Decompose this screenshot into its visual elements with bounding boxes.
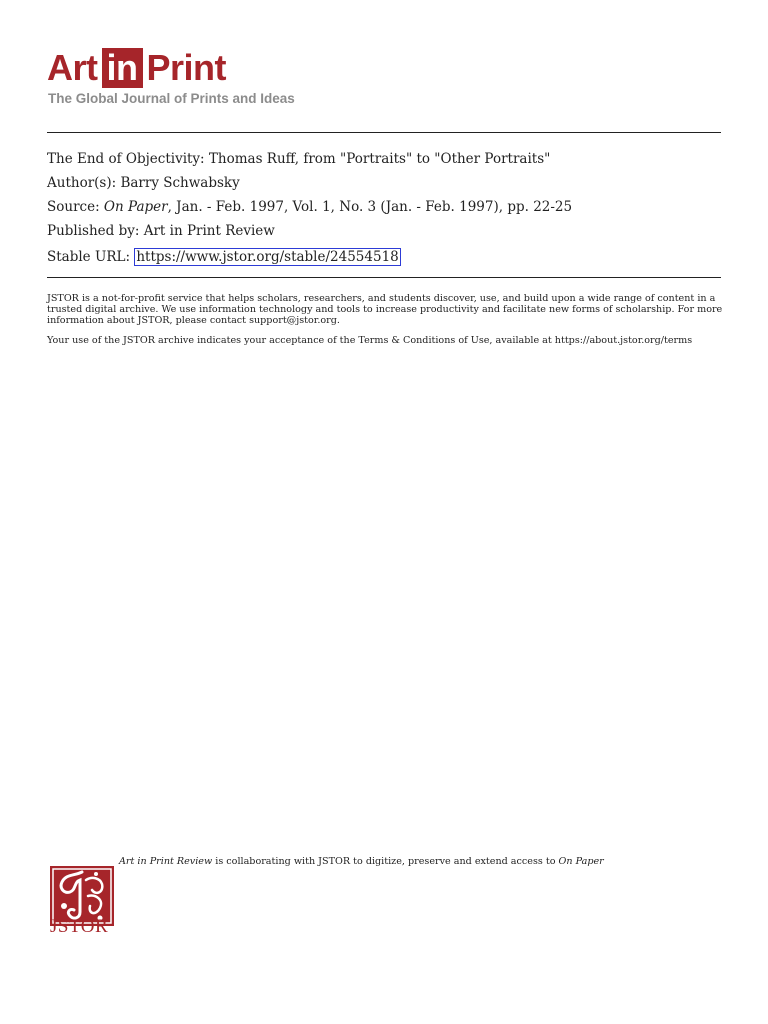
publisher-value: Art in Print Review (143, 223, 275, 239)
article-title: The End of Objectivity: Thomas Ruff, from "Portraits" to "Other Portraits" (47, 151, 551, 167)
bottom-divider (47, 277, 721, 278)
authors-label: Author(s): (47, 175, 117, 191)
logo-word-art: Art (47, 47, 98, 88)
journal-tagline: The Global Journal of Prints and Ideas (48, 91, 295, 106)
collab-publisher: Art in Print Review (119, 856, 213, 867)
collab-journal: On Paper (558, 856, 604, 867)
top-divider (47, 132, 721, 133)
source-journal: On Paper (103, 199, 168, 215)
publisher-line (47, 222, 275, 240)
stable-url-link[interactable]: https://www.jstor.org/stable/24554518 (136, 249, 399, 265)
source-details: , Jan. - Feb. 1997, Vol. 1, No. 3 (Jan. - Feb. 1997), pp. 22-25 (167, 199, 573, 215)
jstor-notice-paragraph: JSTOR is a not-for-profit service that helps scholars, researchers, and students discover, use, and build upon a wide range of content in a trusted digital archive. We use information technology and tools to increase productivity and facilitate new forms of scholarship. For more information about JSTOR, please contact support@jstor.org. (47, 293, 723, 326)
published-label: Published by: (47, 223, 140, 239)
collab-text: is collaborating with JSTOR to digitize, preserve and extend access to (212, 856, 559, 867)
logo-word-print: Print (146, 47, 227, 88)
terms-notice-paragraph: Your use of the JSTOR archive indicates your acceptance of the Terms & Conditions of Use, available at https://about.jstor.org/terms (47, 335, 693, 346)
art-in-print-logo (47, 48, 226, 88)
jstor-wordmark: JSTOR (50, 916, 109, 937)
stable-url-label: Stable URL: (47, 249, 131, 265)
logo-word-in: in (102, 48, 143, 88)
source-line (47, 198, 572, 216)
collaboration-statement (119, 856, 679, 868)
authors-line (47, 174, 240, 192)
source-label: Source: (47, 199, 100, 215)
authors-value: Barry Schwabsky (120, 175, 240, 191)
stable-url-line (47, 248, 401, 266)
